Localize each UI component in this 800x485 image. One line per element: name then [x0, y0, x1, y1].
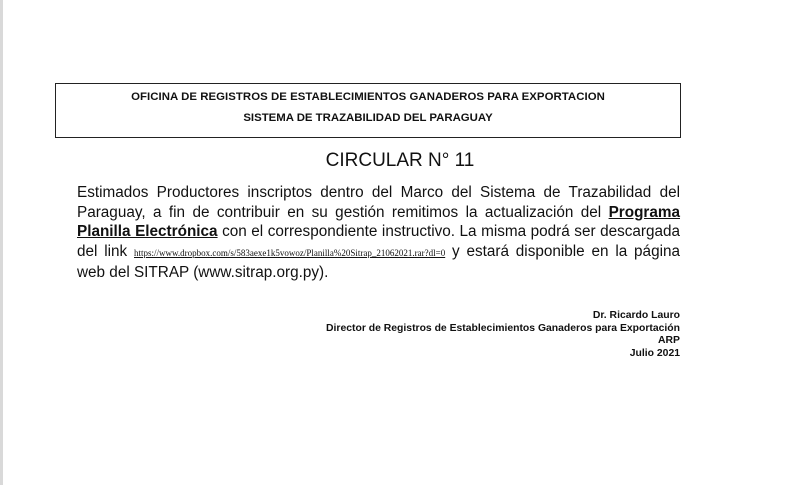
system-name: SISTEMA DE TRAZABILIDAD DEL PARAGUAY — [243, 112, 493, 124]
circular-body — [77, 183, 680, 283]
signer-organization: ARP — [658, 335, 680, 347]
page-edge — [0, 0, 3, 485]
body-text-part3: y estará disponible en la página web del SITRAP (www.sitrap.org.py). — [77, 242, 680, 281]
body-text-part2: con el correspondiente instructivo. La misma podrá ser descargada del link — [77, 223, 681, 260]
program-name: Programa Planilla Electrónica — [77, 203, 680, 240]
circular-date: Julio 2021 — [629, 347, 680, 359]
circular-title: CIRCULAR N° 11 — [325, 150, 475, 171]
signer-position: Director de Registros de Establecimientos Ganaderos para Exportación — [326, 322, 680, 334]
office-name: OFICINA DE REGISTROS DE ESTABLECIMIENTOS GANADEROS PARA EXPORTACION — [131, 91, 605, 103]
signer-name: Dr. Ricardo Lauro — [592, 310, 680, 321]
letterhead-box — [55, 83, 681, 138]
download-link[interactable]: https://www.dropbox.com/s/583aexe1k5vowoz/Planilla%20Sitrap_21062021.rar?dl=0 — [134, 247, 446, 258]
body-text-part1: Estimados Productores inscriptos dentro del Marco del Sistema de Trazabilidad del Paraguay, a fin de contribuir en su gestión remitimos la actualización del — [77, 184, 680, 221]
signature-block — [326, 310, 680, 360]
